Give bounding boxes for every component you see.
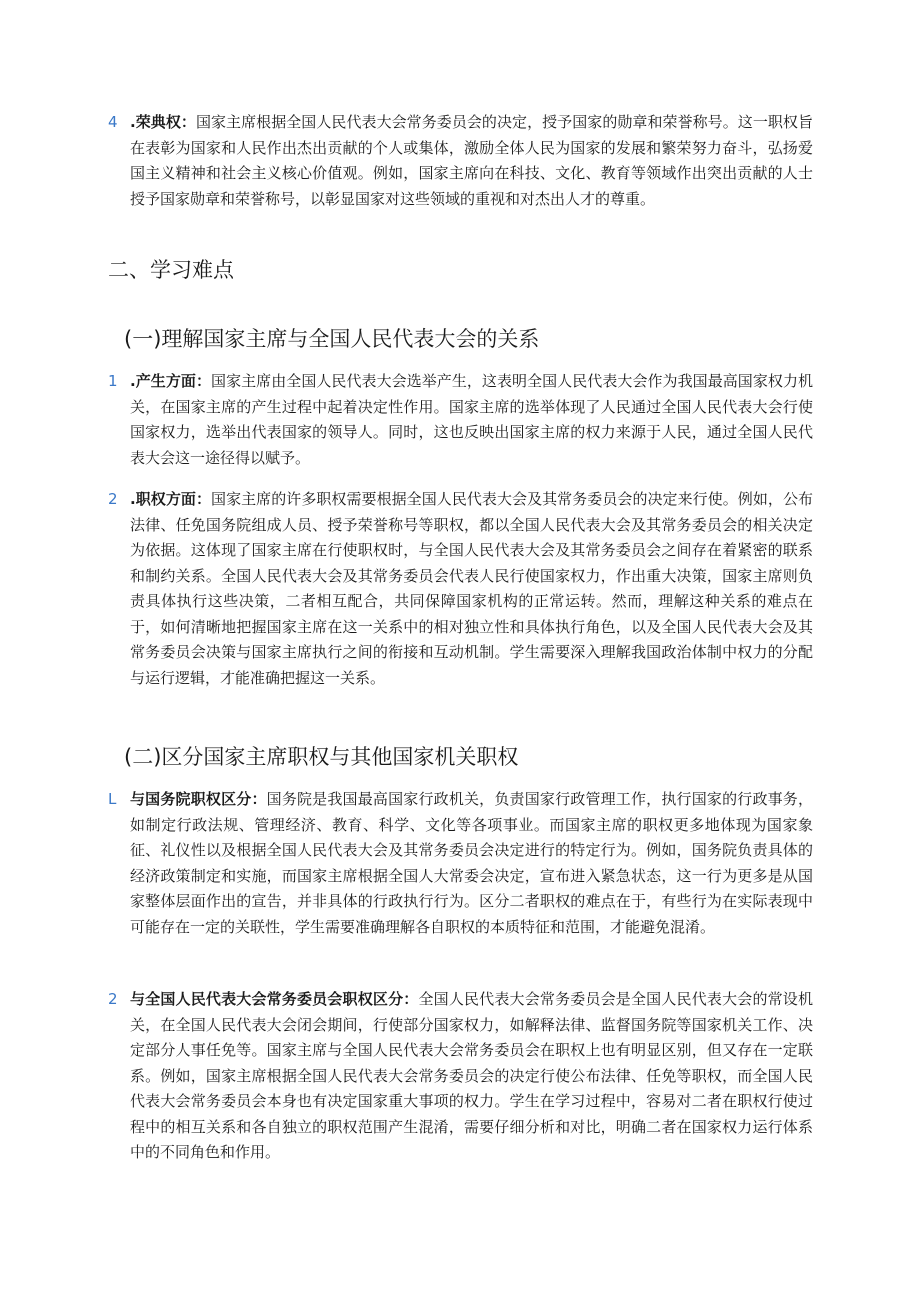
item-paragraph <box>108 787 813 940</box>
item-number: 1 <box>108 372 118 390</box>
item-text: 国务院是我国最高国家行政机关，负责国家行政管理工作，执行国家的行政事务，如制定行政法规、管理经济、教育、科学、文化等各项事业。而国家主席的职权更多地体现为国家象征、礼仪性以及根据全国人民代表大会及其常务委员会决定进行的特定行为。例如，国务院负责具体的经济政策制定和实施，而国家主席根据全国人大常委会决定，宣布进入紧急状态，这一行为更多是从国家整体层面作出的宣告，并非具体的行政执行行为。区分二者职权的难点在于，有些行为在实际表现中可能存在一定的关联性，学生需要准确理解各自职权的本质特征和范围，才能避免混淆。 <box>130 790 813 936</box>
subsection-heading-1: (一)理解国家主席与全国人民代表大会的关系 <box>124 327 540 351</box>
section-heading: 二、学习难点 <box>108 258 234 282</box>
item-paragraph <box>108 110 813 212</box>
item-paragraph <box>108 487 813 691</box>
item-paragraph <box>108 369 813 471</box>
item-number: L <box>108 790 117 808</box>
item-term: .荣典权： <box>130 113 196 131</box>
item-term: .职权方面： <box>130 490 212 508</box>
item-paragraph <box>108 987 813 1166</box>
item-text: 国家主席的许多职权需要根据全国人民代表大会及其常务委员会的决定来行使。例如，公布法律、任免国务院组成人员、授予荣誉称号等职权，都以全国人民代表大会及其常务委员会的相关决定为依据。这体现了国家主席在行使职权时，与全国人民代表大会及其常务委员会之间存在着紧密的联系和制约关系。全国人民代表大会及其常务委员会代表人民行使国家权力，作出重大决策，国家主席则负责具体执行这些决策，二者相互配合，共同保障国家机构的正常运转。然而，理解这种关系的难点在于，如何清晰地把握国家主席在这一关系中的相对独立性和具体执行角色，以及全国人民代表大会及其常务委员会决策与国家主席执行之间的衔接和互动机制。学生需要深入理解我国政治体制中权力的分配与运行逻辑，才能准确把握这一关系。 <box>130 490 813 687</box>
item-term: .产生方面： <box>130 372 212 390</box>
subsection-heading-2: (二)区分国家主席职权与其他国家机关职权 <box>124 745 519 769</box>
list-item-rongdian <box>108 110 813 212</box>
item-text: 国家主席根据全国人民代表大会常务委员会的决定，授予国家的勋章和荣誉称号。这一职权旨在表彰为国家和人民作出杰出贡献的个人或集体，激励全体人民为国家的发展和繁荣努力奋斗，弘扬爱国主义精神和社会主义核心价值观。例如，国家主席向在科技、文化、教育等领域作出突出贡献的人士授予国家勋章和荣誉称号，以彰显国家对这些领域的重视和对杰出人才的尊重。 <box>130 113 813 208</box>
item-number: 2 <box>108 490 118 508</box>
item-text: 国家主席由全国人民代表大会选举产生，这表明全国人民代表大会作为我国最高国家权力机关，在国家主席的产生过程中起着决定性作用。国家主席的选举体现了人民通过全国人民代表大会行使国家权力，选举出代表国家的领导人。同时，这也反映出国家主席的权力来源于人民，通过全国人民代表大会这一途径得以赋予。 <box>130 372 813 467</box>
list-item <box>108 369 813 471</box>
item-number: 2 <box>108 990 118 1008</box>
item-number: 4 <box>108 113 118 131</box>
list-item <box>108 787 813 940</box>
item-text: 全国人民代表大会常务委员会是全国人民代表大会的常设机关，在全国人民代表大会闭会期间，行使部分国家权力，如解释法律、监督国务院等国家机关工作、决定部分人事任免等。国家主席与全国人民代表大会常务委员会在职权上也有明显区别，但又存在一定联系。例如，国家主席根据全国人民代表大会常务委员会的决定行使公布法律、任免等职权，而全国人民代表大会常务委员会本身也有决定国家重大事项的权力。学生在学习过程中，容易对二者在职权行使过程中的相互关系和各自独立的职权范围产生混淆，需要仔细分析和对比，明确二者在国家权力运行体系中的不同角色和作用。 <box>130 990 813 1161</box>
item-term: 与全国人民代表大会常务委员会职权区分： <box>130 990 419 1008</box>
list-item <box>108 487 813 691</box>
item-term: 与国务院职权区分： <box>130 790 267 808</box>
list-item <box>108 987 813 1166</box>
